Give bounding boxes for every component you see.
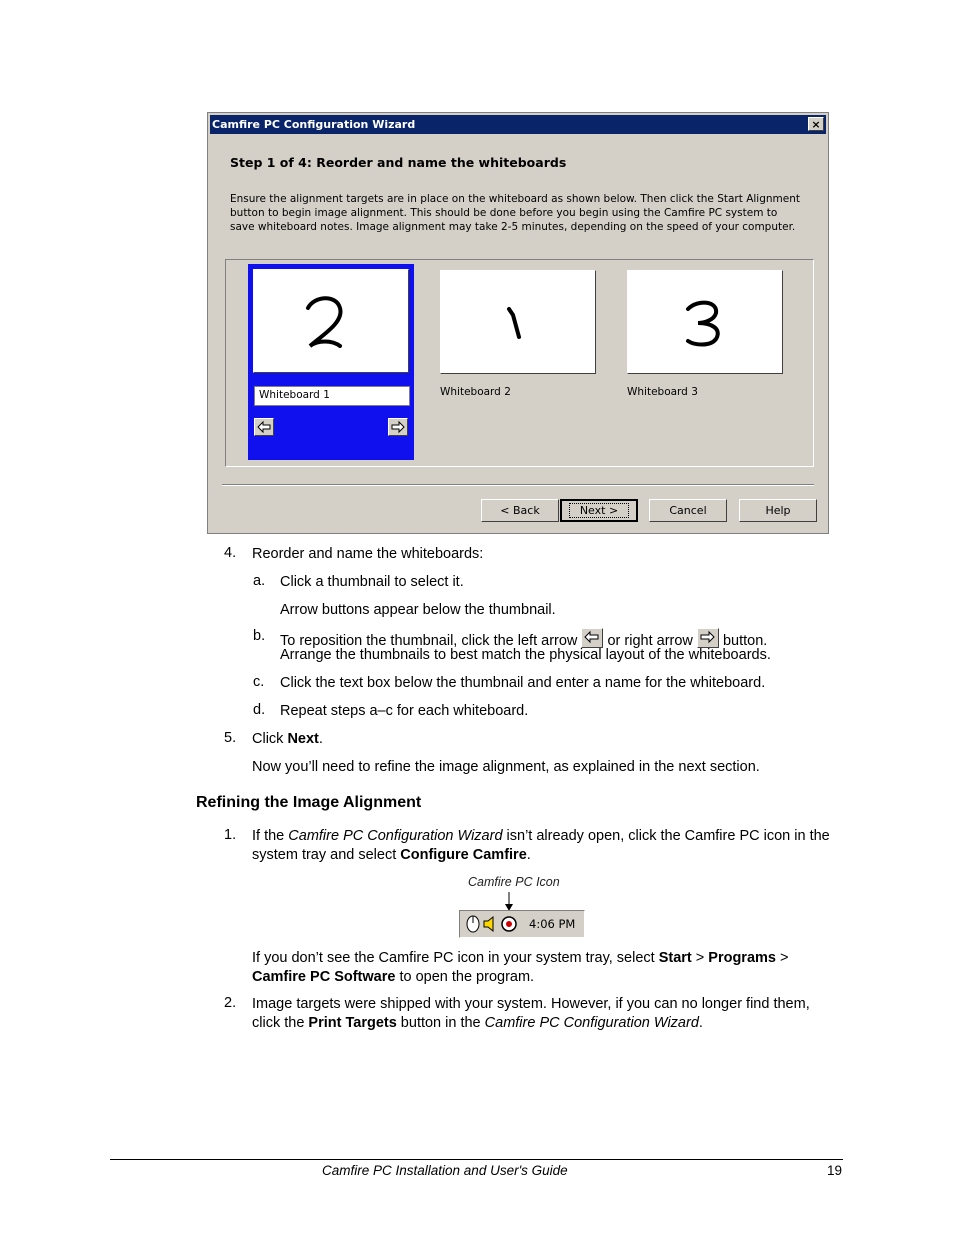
r1n-text-1: If you don’t see the Camfire PC icon in your system tray, select bbox=[252, 950, 659, 966]
footer-title: Camfire PC Installation and User's Guide bbox=[322, 1163, 568, 1178]
help-button[interactable]: Help bbox=[739, 499, 817, 522]
step-5-text-1: Click bbox=[252, 731, 288, 747]
next-button[interactable] bbox=[560, 499, 638, 522]
page-number: 19 bbox=[827, 1163, 843, 1178]
wizard-title-bar bbox=[210, 115, 826, 134]
wizard-window bbox=[207, 112, 829, 534]
step-4-number: 4. bbox=[224, 545, 237, 561]
refine-step-1-text bbox=[252, 827, 836, 865]
step-title: Step 1 of 4: Reorder and name the whiteboards bbox=[230, 155, 567, 170]
right-arrow-icon bbox=[389, 419, 407, 435]
digit-1-drawing bbox=[441, 271, 595, 373]
r1-text-2: isn’t already open, click the Camfire PC icon in the system tray and select bbox=[252, 828, 830, 863]
left-arrow-icon bbox=[581, 628, 603, 648]
whiteboard-card-2[interactable] bbox=[440, 268, 600, 408]
step-d-text: Repeat steps a–c for each whiteboard. bbox=[280, 703, 529, 719]
digit-2-drawing bbox=[254, 270, 408, 372]
close-button[interactable] bbox=[808, 117, 824, 131]
step-b-text-1: To reposition the thumbnail, click the left arrow bbox=[280, 633, 578, 649]
whiteboard-name-input-1[interactable]: Whiteboard 1 bbox=[254, 386, 410, 406]
step-5-note: Now you’ll need to refine the image alignment, as explained in the next section. bbox=[252, 759, 760, 775]
step-c-text: Click the text box below the thumbnail and enter a name for the whiteboard. bbox=[280, 675, 766, 691]
r2-text-1: Image targets were shipped with your system. However, if you can no longer find them, click the bbox=[252, 996, 810, 1031]
step-5-bold: Next bbox=[287, 731, 319, 747]
section-heading: Refining the Image Alignment bbox=[196, 794, 422, 811]
whiteboards-panel bbox=[225, 259, 814, 467]
wizard-title: Camfire PC Configuration Wizard bbox=[212, 118, 416, 131]
step-a-text: Click a thumbnail to select it. bbox=[280, 574, 464, 590]
step-a-number: a. bbox=[253, 573, 266, 589]
step-d-number: d. bbox=[253, 702, 266, 718]
step-b-text-4: Arrange the thumbnails to best match the physical layout of the whiteboards. bbox=[280, 647, 771, 663]
r1n-bold-1: Start bbox=[658, 950, 692, 966]
whiteboard-label-2: Whiteboard 2 bbox=[440, 386, 511, 398]
tray-clock: 4:06 PM bbox=[529, 917, 576, 931]
r1-text-3: . bbox=[526, 847, 531, 863]
left-arrow-icon bbox=[255, 419, 273, 435]
whiteboard-thumbnail-3[interactable] bbox=[627, 270, 783, 374]
speaker-icon bbox=[484, 917, 493, 931]
footer-rule bbox=[110, 1159, 843, 1160]
whiteboard-label-3: Whiteboard 3 bbox=[627, 386, 698, 398]
r1n-text-3: > bbox=[775, 950, 789, 966]
step-b-text-3: button. bbox=[722, 633, 768, 649]
tray-caption: Camfire PC Icon bbox=[468, 875, 560, 889]
step-a-note: Arrow buttons appear below the thumbnail. bbox=[280, 602, 556, 618]
move-right-button[interactable] bbox=[388, 418, 408, 436]
step-5-text bbox=[252, 730, 323, 749]
step-b-number: b. bbox=[253, 628, 266, 644]
system-tray bbox=[459, 910, 585, 938]
refine-step-2-text bbox=[252, 995, 836, 1033]
mouse-icon bbox=[467, 916, 479, 932]
step-b-text-2: or right arrow bbox=[607, 633, 693, 649]
move-left-button[interactable] bbox=[254, 418, 274, 436]
whiteboard-card-3[interactable] bbox=[627, 268, 787, 408]
camfire-icon bbox=[502, 917, 516, 931]
refine-step-1-note bbox=[252, 949, 836, 987]
whiteboard-card-1[interactable] bbox=[248, 264, 414, 460]
digit-3-drawing bbox=[628, 271, 782, 373]
step-5-number: 5. bbox=[224, 730, 237, 746]
r2-italic: Camfire PC Configuration Wizard bbox=[484, 1015, 699, 1031]
caption-arrow bbox=[503, 892, 515, 912]
r1n-text-4: to open the program. bbox=[395, 969, 535, 985]
back-button[interactable]: < Back bbox=[481, 499, 559, 522]
r1n-text-2: > bbox=[691, 950, 709, 966]
r1-bold: Configure Camfire bbox=[400, 847, 527, 863]
r1-text-1: If the bbox=[252, 828, 289, 844]
refine-step-2-number: 2. bbox=[224, 995, 237, 1011]
r1n-bold-2: Programs bbox=[708, 950, 776, 966]
r1-italic: Camfire PC Configuration Wizard bbox=[288, 828, 503, 844]
r2-text-2: button in the bbox=[396, 1015, 485, 1031]
r1n-bold-3: Camfire PC Software bbox=[252, 969, 396, 985]
cancel-button[interactable]: Cancel bbox=[649, 499, 727, 522]
step-c-number: c. bbox=[253, 674, 265, 690]
r2-text-3: . bbox=[698, 1015, 703, 1031]
right-arrow-icon bbox=[697, 628, 719, 648]
button-separator bbox=[222, 484, 814, 486]
whiteboard-thumbnail-2[interactable] bbox=[440, 270, 596, 374]
step-5-text-2: . bbox=[318, 731, 323, 747]
close-icon: × bbox=[811, 118, 821, 131]
next-button-label: Next > bbox=[569, 503, 629, 518]
tray-icons bbox=[464, 914, 524, 934]
step-description: Ensure the alignment targets are in place on the whiteboard as shown below. Then click the Start Alignment button to begin image alignment. This should be done before you begin using the Camfire PC system to save whiteboard notes. Image alignment may take 2-5 minutes, depending on the speed of your computer. bbox=[230, 193, 800, 233]
refine-step-1-number: 1. bbox=[224, 827, 237, 843]
step-4-text: Reorder and name the whiteboards: bbox=[252, 546, 484, 562]
r2-bold: Print Targets bbox=[308, 1015, 397, 1031]
whiteboard-thumbnail-1[interactable] bbox=[253, 269, 409, 373]
